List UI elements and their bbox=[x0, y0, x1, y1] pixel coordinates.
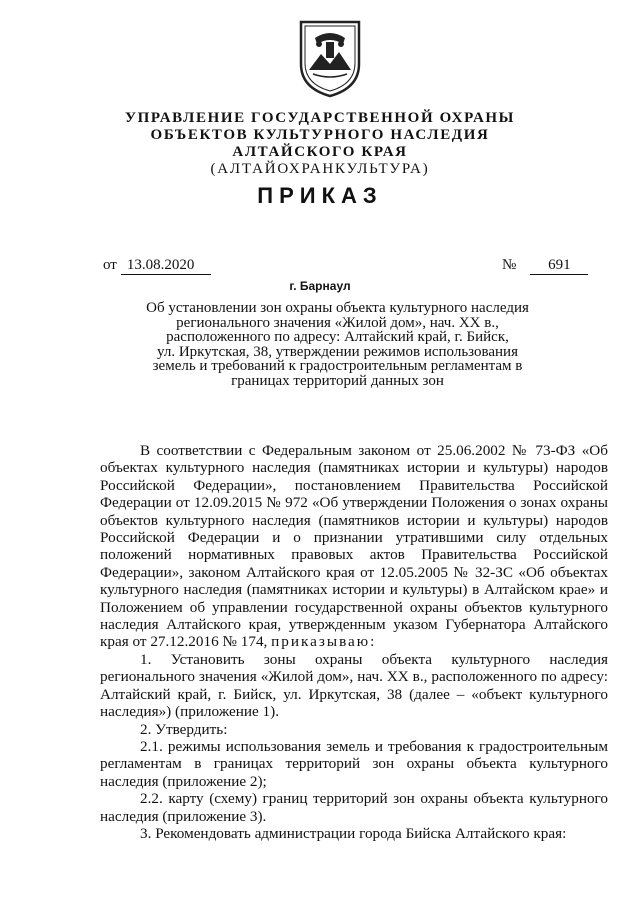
item-2-2: 2.2. карту (схему) границ территорий зон охраны объекта культурного наследия (приложение 3). bbox=[100, 790, 608, 825]
order-word: приказываю: bbox=[271, 633, 377, 651]
subject-line: границах территорий данных зон bbox=[231, 372, 444, 389]
agency-name bbox=[0, 110, 640, 178]
agency-line: АЛТАЙСКОГО КРАЯ bbox=[232, 144, 408, 160]
subject-line: расположенного по адресу: Алтайский край, г. Бийск, bbox=[166, 329, 509, 345]
subject-line: ул. Иркутская, 38, утверждении режимов использования bbox=[157, 343, 518, 360]
order-date bbox=[103, 257, 211, 275]
coat-of-arms-icon bbox=[295, 14, 365, 100]
date-value: 13.08.2020 bbox=[121, 257, 211, 275]
preamble-paragraph bbox=[100, 442, 608, 651]
date-prefix: от bbox=[103, 257, 117, 273]
item-1: 1. Установить зоны охраны объекта культурного наследия регионального значения «Жилой дом», нач. XX в., расположенного по адресу: Алтайский край, г. Бийск, ул. Иркутская, 38 (далее – «объект культурного наследия») (приложение 1). bbox=[100, 650, 608, 721]
number-value: 691 bbox=[530, 257, 588, 275]
document-type-title: ПРИКАЗ bbox=[257, 183, 383, 208]
number-prefix: № bbox=[502, 257, 517, 273]
subject-line: регионального значения «Жилой дом», нач. XX в., bbox=[176, 314, 499, 331]
order-body bbox=[100, 442, 608, 842]
agency-abbreviation: (АЛТАЙОХРАНКУЛЬТУРА) bbox=[210, 161, 430, 177]
preamble-text: В соответствии с Федеральным законом от 25.06.2002 № 73-ФЗ «Об объектах культурного наследия (памятниках истории и культуры) народов Российской Федерации», постановлением Правительства Российской Федерации от 12.09.2015 № 972 «Об утверждении Положения о зонах охраны объектов культурного наследия (памятников истории и культуры) народов Российской Федерации и о признании утратившими силу отдельных положений нормативных правовых актов Правительства Российской Федерации», законом Алтайского края от 12.05.2005 № 32-ЗС «Об объектах культурного наследия (памятниках истории и культуры) в Алтайском крае» и Положением об управлении государственной охраны объектов культурного наследия Алтайского края, утвержденным указом Губернатора Алтайского края от 27.12.2016 № 174, bbox=[100, 442, 608, 651]
order-number bbox=[502, 257, 588, 275]
agency-line: ОБЪЕКТОВ КУЛЬТУРНОГО НАСЛЕДИЯ bbox=[150, 127, 490, 143]
item-3: 3. Рекомендовать администрации города Бийска Алтайского края: bbox=[140, 824, 567, 842]
issue-city: г. Барнаул bbox=[289, 279, 351, 293]
subject-line: земель и требований к градостроительным регламентам в bbox=[152, 358, 523, 374]
order-subject bbox=[130, 301, 545, 388]
item-2-1: 2.1. режимы использования земель и требования к градостроительным регламентам в границах территорий зон охраны объекта культурного наследия (приложение 2); bbox=[100, 737, 608, 790]
agency-line: УПРАВЛЕНИЕ ГОСУДАРСТВЕННОЙ ОХРАНЫ bbox=[125, 110, 515, 126]
item-2: 2. Утвердить: bbox=[140, 720, 228, 738]
subject-line: Об установлении зон охраны объекта культурного наследия bbox=[146, 300, 529, 316]
